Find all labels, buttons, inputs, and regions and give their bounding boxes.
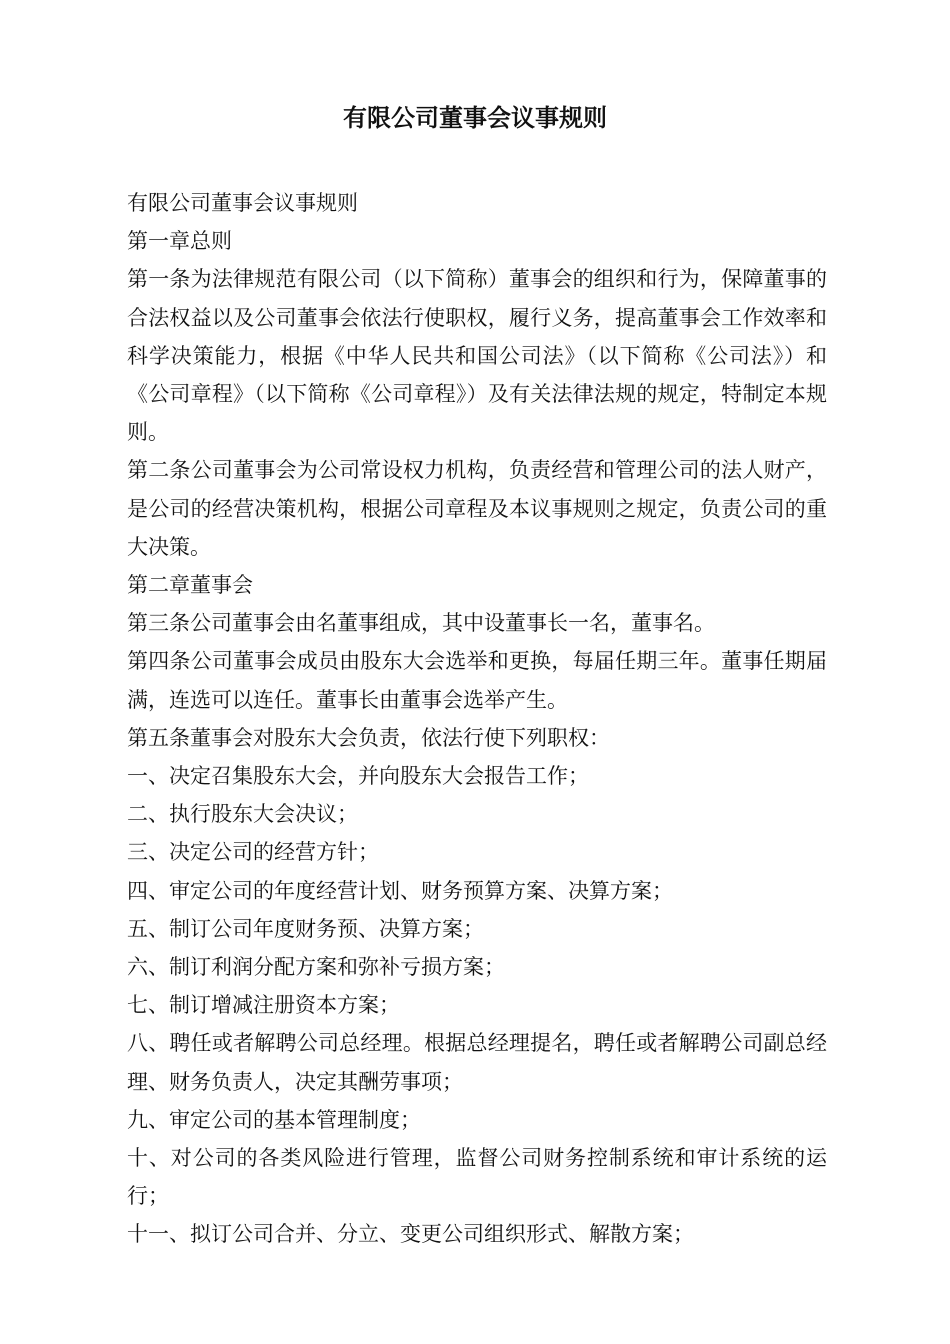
document-title: 有限公司董事会议事规则 (343, 104, 607, 132)
list-item: 十、对公司的各类风险进行管理，监督公司财务控制系统和审计系统的运行； (127, 1146, 827, 1209)
list-item: 三、决定公司的经营方针； (127, 840, 379, 865)
article-paragraph: 第二条公司董事会为公司常设权力机构，负责经营和管理公司的法人财产，是公司的经营决策机构，根据公司章程及本议事规则之规定，负责公司的重大决策。 (127, 458, 827, 559)
document-body (127, 184, 827, 757)
list-item: 五、制订公司年度财务预、决算方案； (127, 916, 484, 941)
list-item: 一、决定召集股东大会，并向股东大会报告工作； (127, 764, 589, 788)
article-paragraph: 第四条公司董事会成员由股东大会选举和更换，每届任期三年。董事任期届满，连选可以连任。董事长由董事会选举产生。 (127, 649, 827, 712)
chapter-heading: 第二章董事会 (127, 573, 253, 598)
list-item: 十一、拟订公司合并、分立、变更公司组织形式、解散方案； (127, 1222, 694, 1247)
doc-heading-repeat: 有限公司董事会议事规则 (127, 191, 358, 215)
list-item: 七、制订增减注册资本方案； (127, 993, 400, 1018)
powers-list (127, 757, 827, 1254)
list-item: 二、执行股东大会决议； (127, 802, 358, 827)
chapter-heading: 第一章总则 (127, 229, 232, 254)
list-item: 八、聘任或者解聘公司总经理。根据总经理提名，聘任或者解聘公司副总经理、财务负责人，决定其酬劳事项； (127, 1031, 827, 1094)
list-item: 六、制订利润分配方案和弥补亏损方案； (127, 955, 505, 980)
article-paragraph: 第三条公司董事会由名董事组成，其中设董事长一名，董事名。 (127, 611, 715, 636)
article-paragraph: 第一条为法律规范有限公司（以下简称）董事会的组织和行为，保障董事的合法权益以及公司董事会依法行使职权，履行义务，提高董事会工作效率和科学决策能力，根据《中华人民共和国公司法》（以下简称《公司法》）和《公司章程》（以下简称《公司章程》）及有关法律法规的规定，特制定本规则。 (127, 267, 827, 445)
article-paragraph: 第五条董事会对股东大会负责，依法行使下列职权： (127, 725, 610, 750)
list-item: 九、审定公司的基本管理制度； (127, 1107, 421, 1132)
list-item: 四、审定公司的年度经营计划、财务预算方案、决算方案； (127, 878, 673, 903)
